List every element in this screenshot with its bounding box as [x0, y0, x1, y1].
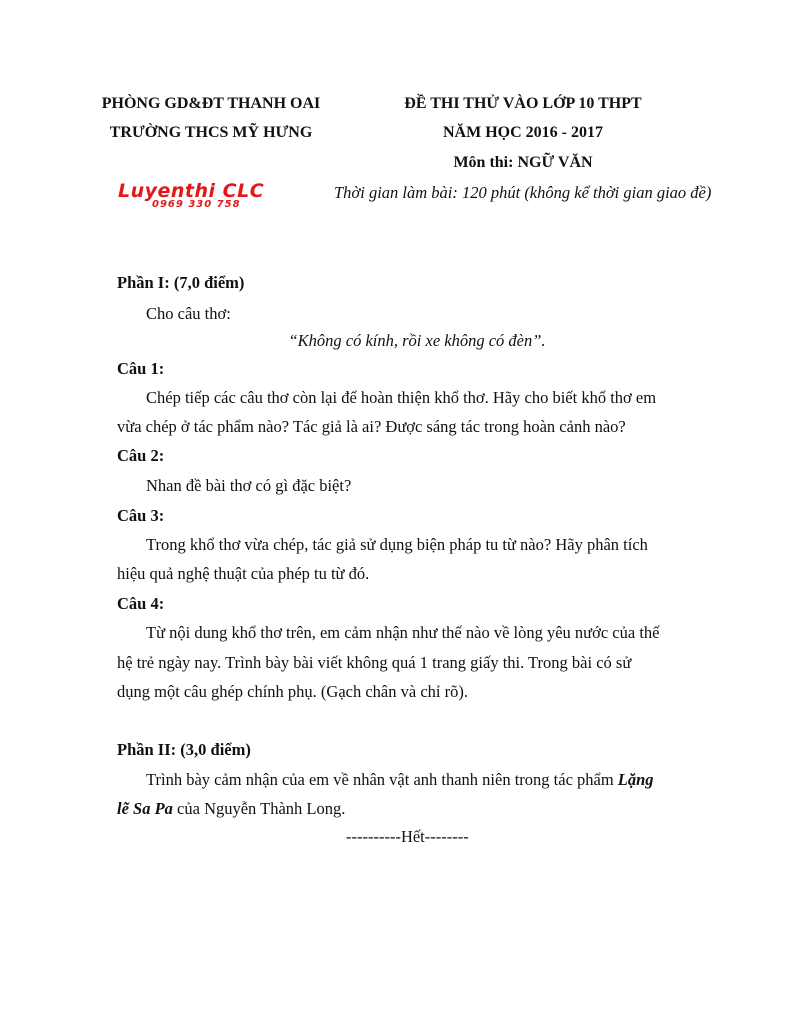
- part2-line-1-text: Trình bày cảm nhận của em về nhân vật anh thanh niên trong tác phẩm: [146, 770, 614, 789]
- logo-phone: 0969 330 758: [152, 199, 241, 210]
- question-2-line-1: Nhan đề bài thơ có gì đặc biệt?: [146, 476, 352, 495]
- end-mark: ----------Hết--------: [346, 827, 469, 846]
- question-3-line-1: Trong khổ thơ vừa chép, tác giả sử dụng biện pháp tu từ nào? Hãy phân tích: [146, 535, 648, 554]
- question-3-line-2: hiệu quả nghệ thuật của phép tu từ đó.: [117, 564, 370, 583]
- part2-line-1: [146, 770, 654, 790]
- question-4-line-1: Từ nội dung khổ thơ trên, em cảm nhận như thế nào về lòng yêu nước của thế: [146, 623, 660, 642]
- time-note: Thời gian làm bài: 120 phút (không kể thời gian giao đề): [334, 183, 712, 202]
- school-name: TRƯỜNG THCS MỸ HƯNG: [109, 124, 313, 141]
- question-1-line-1: Chép tiếp các câu thơ còn lại để hoàn thiện khổ thơ. Hãy cho biết khổ thơ em: [146, 388, 657, 407]
- school-year: NĂM HỌC 2016 - 2017: [443, 124, 603, 141]
- question-3-label: Câu 3:: [117, 506, 165, 525]
- question-1-line-2: vừa chép ở tác phẩm nào? Tác giả là ai? Được sáng tác trong hoàn cảnh nào?: [117, 417, 626, 436]
- part2-line-2-tail: của Nguyễn Thành Long.: [177, 799, 346, 818]
- part2-heading: Phần II: (3,0 điểm): [117, 740, 251, 759]
- poem-quote: “Không có kính, rồi xe không có đèn”.: [288, 331, 546, 350]
- part1-heading: Phần I: (7,0 điểm): [117, 273, 245, 292]
- luyenthi-logo: Luyenthi CLC: [118, 180, 265, 202]
- work-title-part-a: Lặng: [617, 770, 654, 789]
- subject-line: Môn thi: NGỮ VĂN: [453, 154, 593, 171]
- work-title-part-b: lẽ Sa Pa: [117, 799, 173, 818]
- part1-intro: Cho câu thơ:: [146, 304, 231, 323]
- exam-title: ĐỀ THI THỬ VÀO LỚP 10 THPT: [404, 95, 642, 112]
- question-4-label: Câu 4:: [117, 594, 165, 613]
- question-4-line-2: hệ trẻ ngày nay. Trình bày bài viết không quá 1 trang giấy thi. Trong bài có sử: [117, 653, 632, 672]
- question-2-label: Câu 2:: [117, 446, 165, 465]
- question-1-label: Câu 1:: [117, 359, 165, 378]
- department-name: PHÒNG GD&ĐT THANH OAI: [101, 95, 321, 112]
- question-4-line-3: dụng một câu ghép chính phụ. (Gạch chân và chỉ rõ).: [117, 682, 468, 701]
- part2-line-2: [117, 799, 345, 819]
